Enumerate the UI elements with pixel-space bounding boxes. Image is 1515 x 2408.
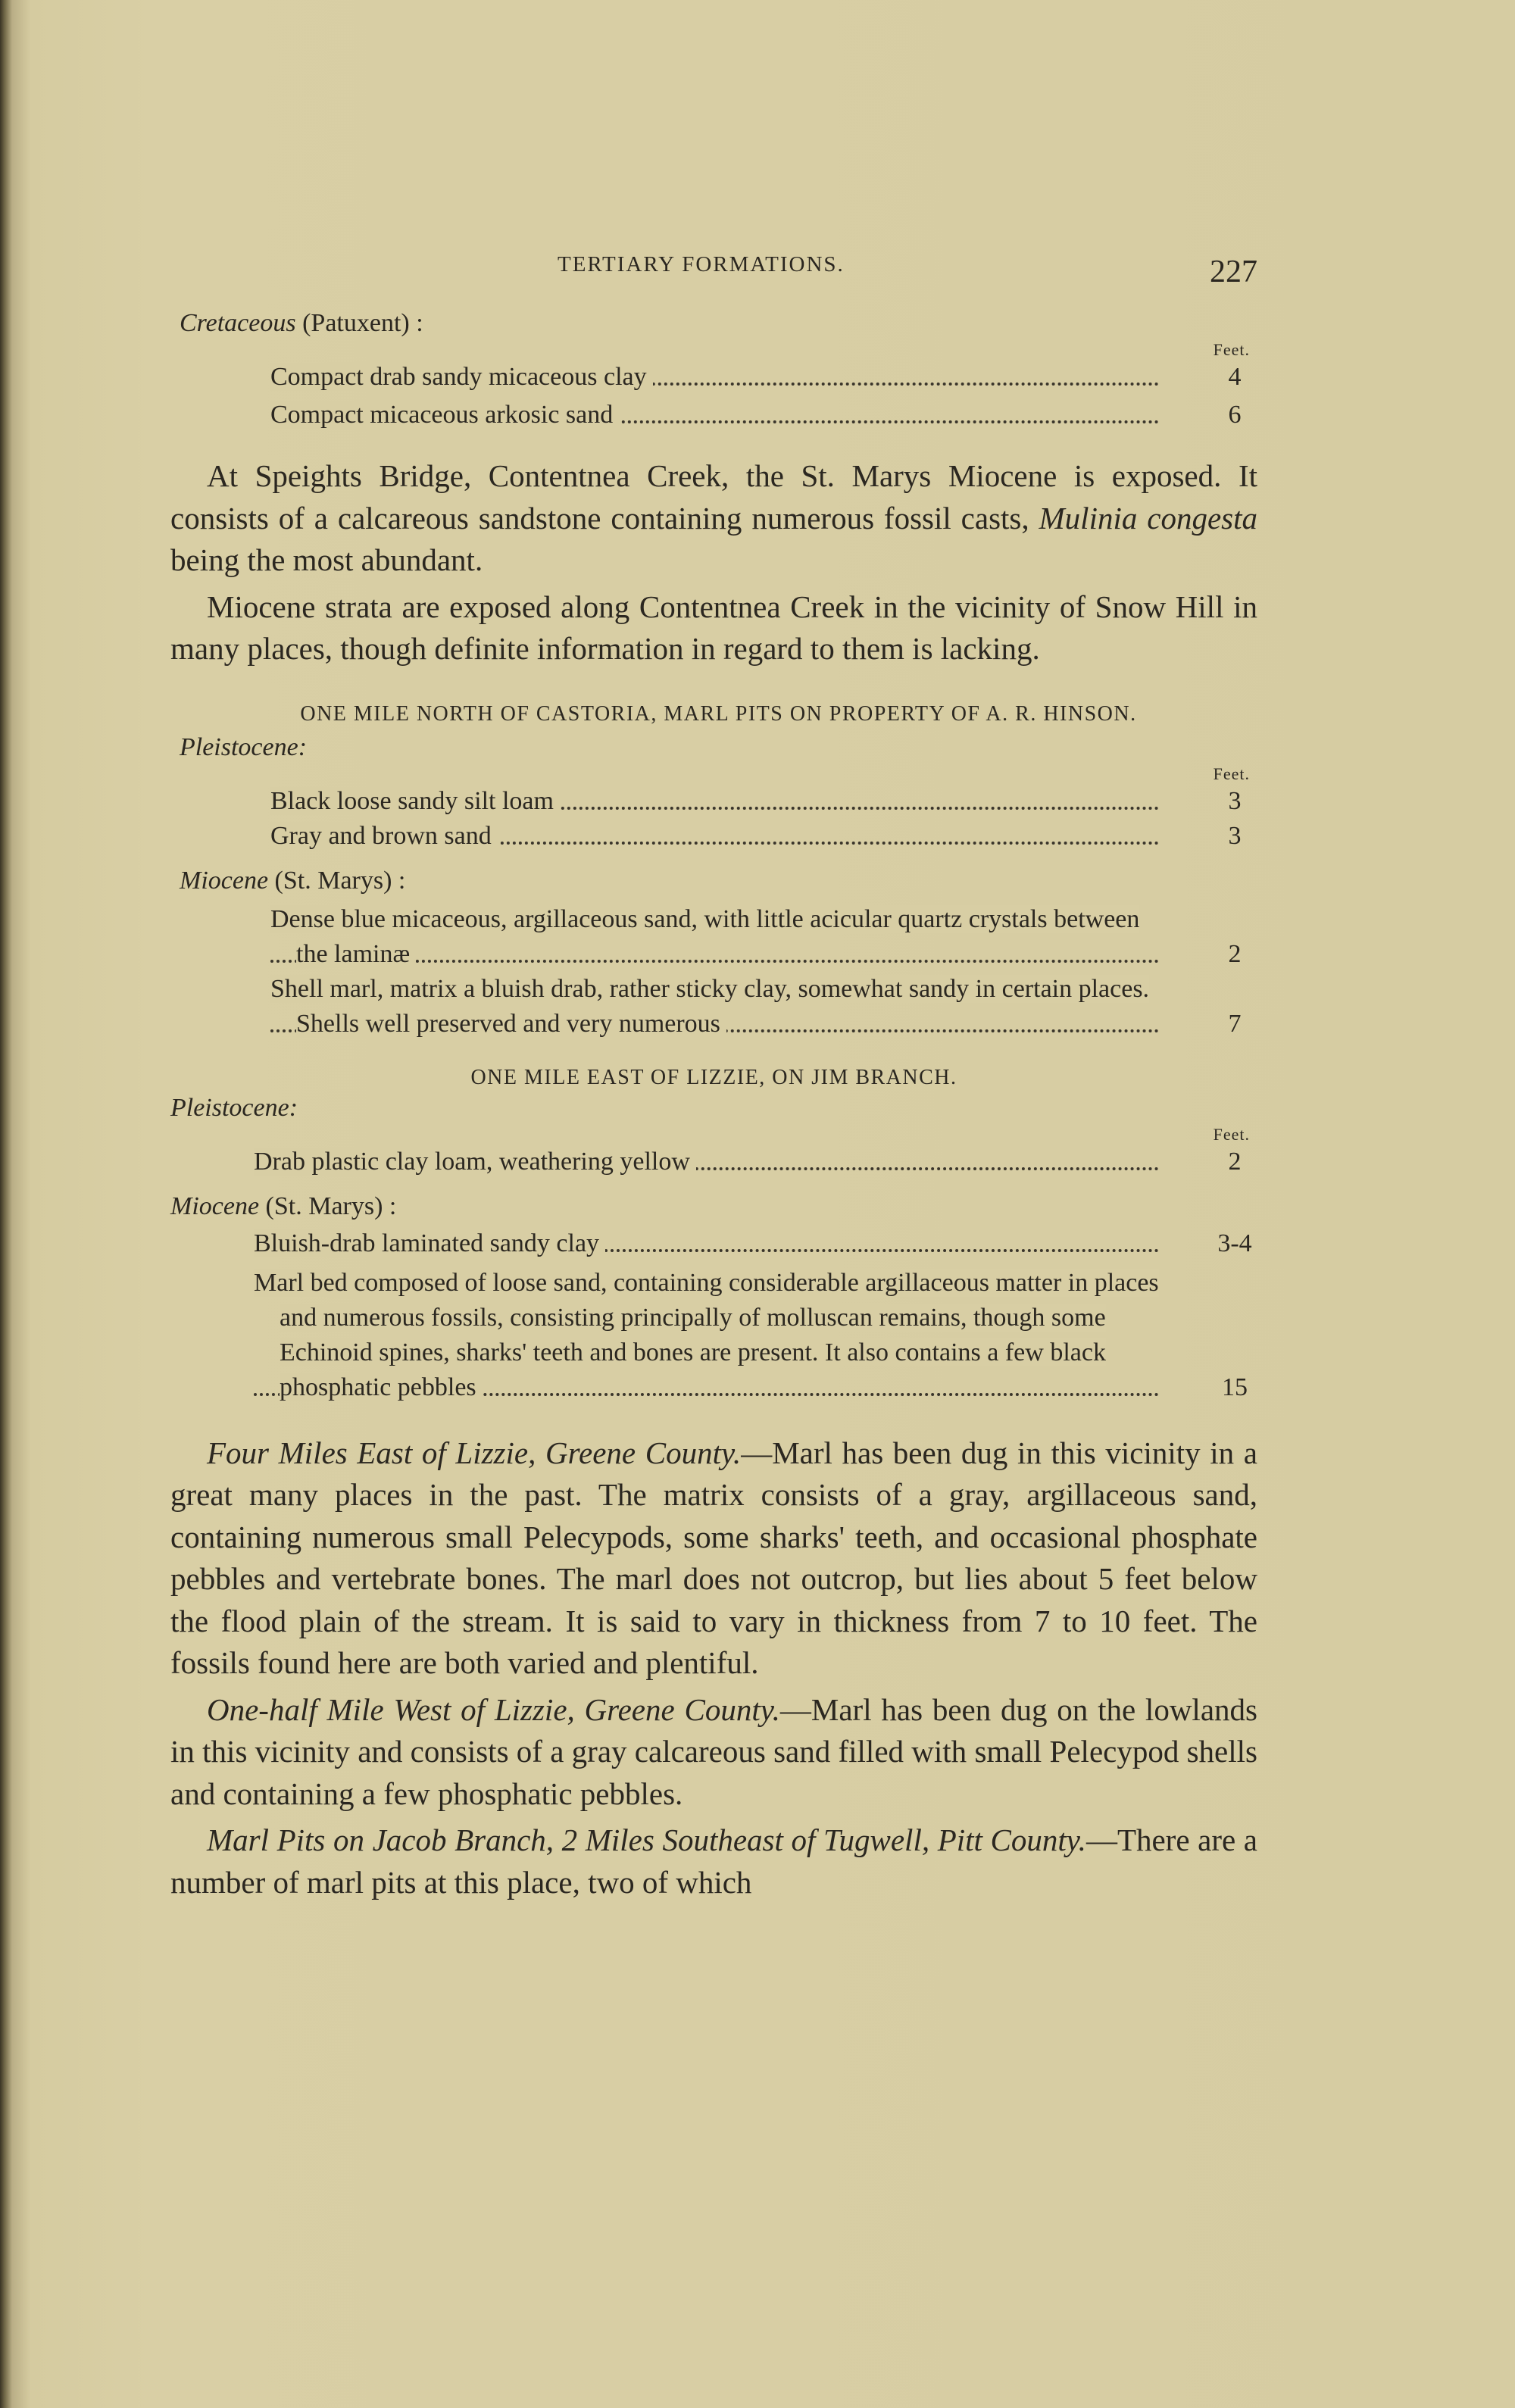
row-text: Shell marl, matrix a bluish drab, rather sticky clay, somewhat sandy in certain places. Shells well preserved and very numerous <box>270 974 1150 1038</box>
table-row <box>270 360 1257 395</box>
units-label: Feet. <box>1213 764 1250 783</box>
locality-name: Four Miles East of Lizzie, Greene County. <box>207 1435 742 1470</box>
table-row <box>270 784 1257 819</box>
para-text: —Marl has been dug on the lowlands in this vicinity and consists of a gray calcareous sand filled with small Pelecypod shells and containing a few phosphatic pebbles. <box>170 1691 1257 1811</box>
row-value: 2 <box>1228 939 1242 968</box>
running-title: TERTIARY FORMATIONS. <box>558 252 845 276</box>
row-value: 2 <box>1228 1147 1242 1176</box>
row-text: Marl bed composed of loose sand, containing considerable argillaceous matter in places and numerous fossils, consisting principally of molluscan remains, though some Echinoid spines, sharks' teeth and bones are present. It also contains a few black phosphatic pebbles <box>254 1268 1159 1401</box>
section-heading: ONE MILE NORTH OF CASTORIA, MARL PITS ON PROPERTY OF A. R. HINSON. <box>300 701 1137 726</box>
paragraph <box>170 455 1257 582</box>
page-header <box>170 246 1257 292</box>
para-text: At Speights Bridge, Contentnea Creek, the St. Marys Miocene is exposed. It consists of a calcareous sandstone containing numerous fossil casts, <box>170 458 1257 536</box>
label-italic: Miocene <box>170 1192 260 1220</box>
row-value: 3 <box>1228 821 1242 850</box>
label-rest: (St. Marys) : <box>268 866 406 895</box>
miocene-label <box>170 1190 1257 1223</box>
row-text: Black loose sandy silt loam <box>270 787 560 815</box>
table-row <box>270 819 1257 854</box>
label-rest: (St. Marys) : <box>259 1192 397 1220</box>
para-text: —There are a number of marl pits at this place, two of which <box>170 1822 1257 1900</box>
row-value: 7 <box>1228 1009 1242 1038</box>
paragraph <box>170 1819 1257 1904</box>
row-text: Drab plastic clay loam, weathering yellow <box>254 1148 696 1176</box>
row-value: 3 <box>1228 786 1242 815</box>
locality-name: Marl Pits on Jacob Branch, 2 Miles Southeast of Tugwell, Pitt County. <box>207 1822 1086 1857</box>
table-row <box>270 398 1257 433</box>
row-text: Bluish-drab laminated sandy clay <box>254 1229 605 1257</box>
species-name: Mulinia congesta <box>1039 500 1257 536</box>
pleistocene-label: Pleistocene: <box>170 1093 298 1122</box>
section-cretaceous <box>180 307 1257 433</box>
section-lizzie <box>170 1064 1257 1405</box>
section-castoria <box>180 701 1257 1042</box>
row-value: 15 <box>1222 1373 1248 1401</box>
page-number: 227 <box>1210 255 1257 289</box>
row-value: 3-4 <box>1217 1229 1252 1257</box>
label-italic: Cretaceous <box>180 309 296 337</box>
pleistocene-label: Pleistocene: <box>180 732 308 761</box>
paragraph <box>170 1689 1257 1816</box>
page-column <box>170 246 1257 1904</box>
section-heading: ONE MILE EAST OF LIZZIE, ON JIM BRANCH. <box>470 1065 957 1089</box>
label-rest: (Patuxent) : <box>295 309 423 337</box>
label-italic: Miocene <box>180 866 269 895</box>
table-row <box>270 902 1257 972</box>
units-label: Feet. <box>1213 1124 1250 1144</box>
row-text: Gray and brown sand <box>270 822 498 850</box>
miocene-label <box>180 864 1257 898</box>
paragraph: Miocene strata are exposed along Contentnea Creek in the vicinity of Snow Hill in many places, though definite information in regard to them is lacking. <box>170 589 1257 666</box>
table-row <box>254 1266 1257 1405</box>
table-row <box>254 1226 1257 1261</box>
section-label <box>180 307 1257 340</box>
row-text: Compact drab sandy micaceous clay <box>270 363 653 391</box>
para-text: —Marl has been dug in this vicinity in a great many places in the past. The matrix consists of a gray, argillaceous sand, containing numerous small Pelecypods, some sharks' teeth, and occasional phosphate pebbles and vertebrate bones. The marl does not outcrop, but lies about 5 feet below the flood plain of the stream. It is said to vary in thickness from 7 to 10 feet. The fossils found here are both varied and plentiful. <box>170 1435 1257 1680</box>
row-text: Compact micaceous arkosic sand <box>270 401 619 429</box>
row-value: 4 <box>1228 363 1242 391</box>
row-text: Dense blue micaceous, argillaceous sand, with little acicular quartz crystals between the laminæ <box>270 904 1140 968</box>
table-row <box>254 1145 1257 1179</box>
table-row <box>270 972 1257 1042</box>
units-label: Feet. <box>1213 340 1250 359</box>
row-value: 6 <box>1228 401 1242 429</box>
paragraph <box>170 1432 1257 1685</box>
locality-name: One-half Mile West of Lizzie, Greene County. <box>207 1691 780 1727</box>
para-text: being the most abundant. <box>170 542 483 577</box>
